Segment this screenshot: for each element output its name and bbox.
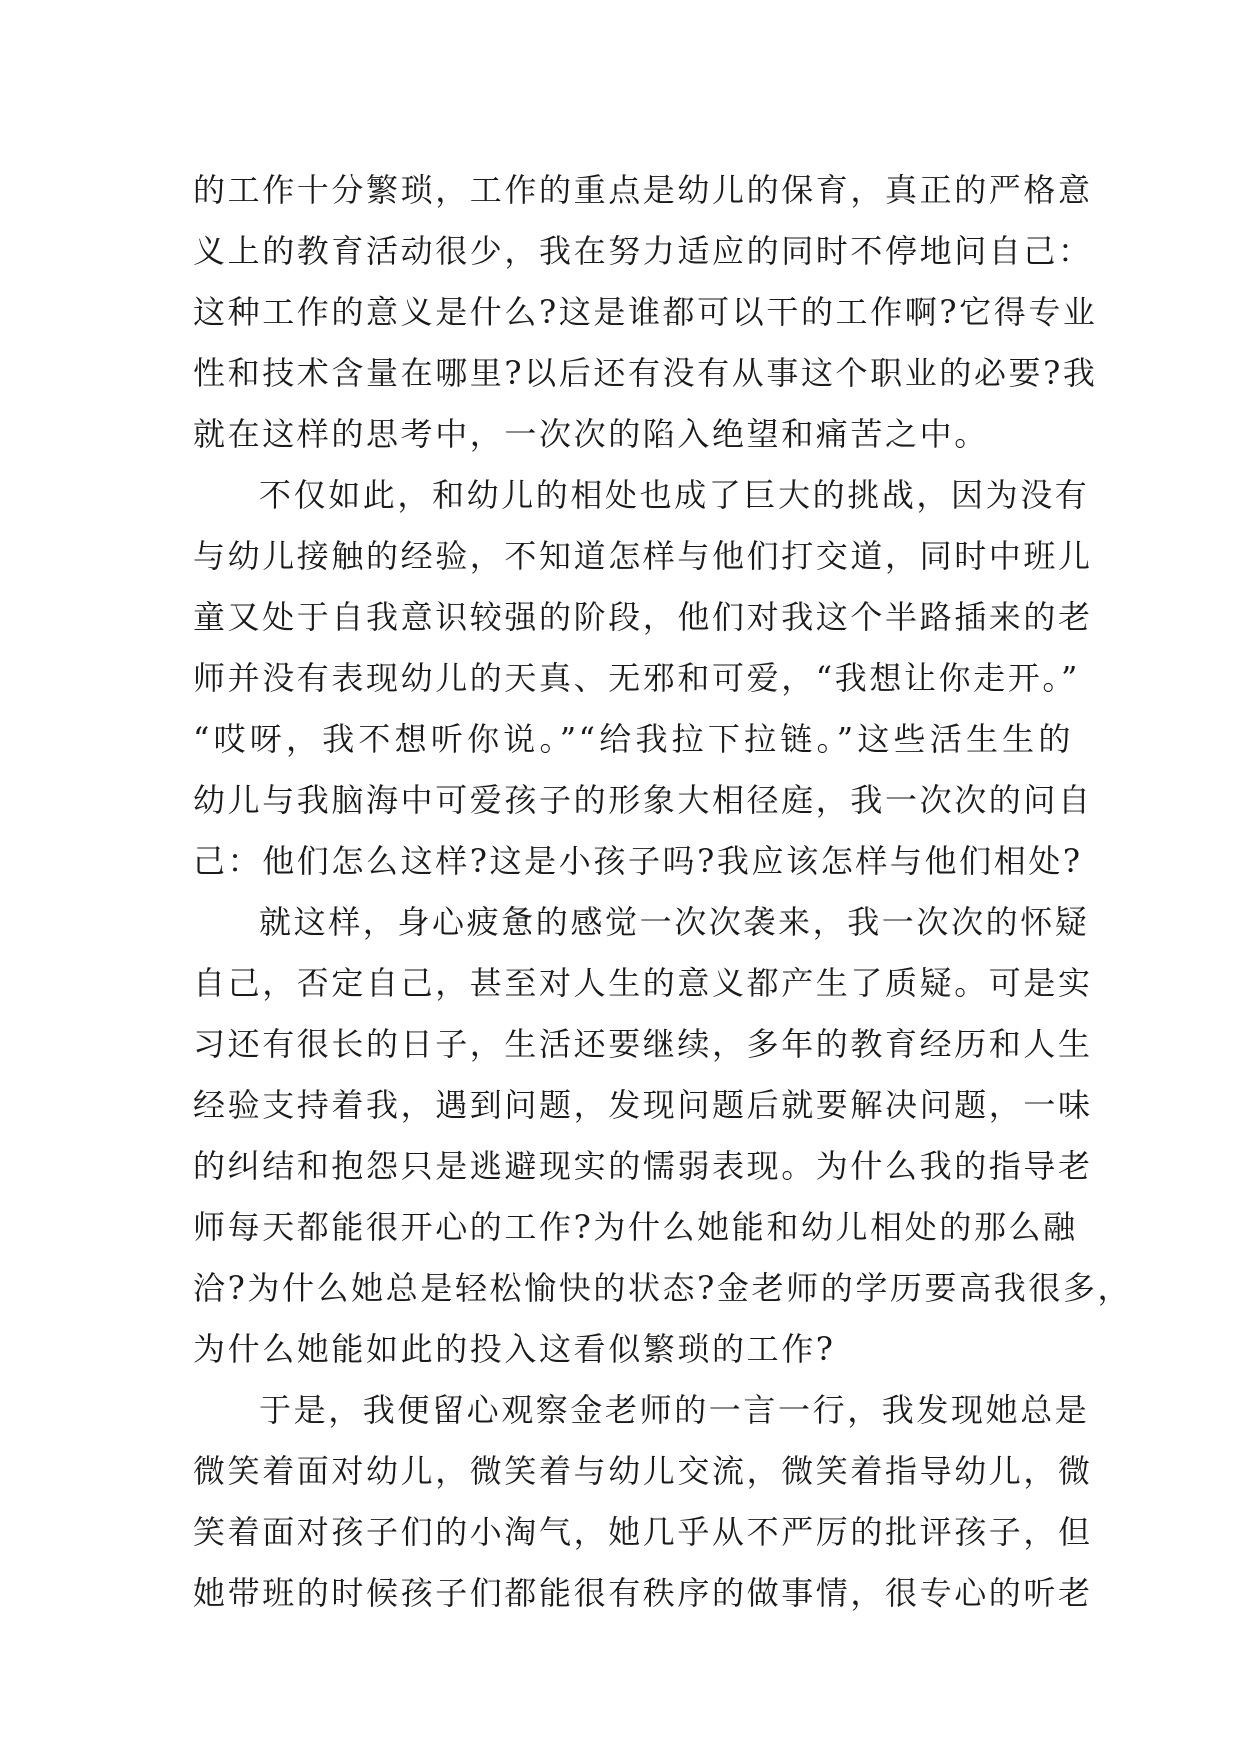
text-line: 她带班的时候孩子们都能很有秩序的做事情，很专心的听老	[193, 1574, 1093, 1612]
paragraph-first-line: 就这样，身心疲惫的感觉一次次袭来，我一次次的怀疑	[259, 903, 1090, 941]
text-line: 为什么她能如此的投入这看似繁琐的工作?	[193, 1330, 836, 1368]
text-line: 的纠结和抱怨只是逃避现实的懦弱表现。为什么我的指导老	[193, 1147, 1093, 1185]
text-line: “哎呀，我不想听你说。”“给我拉下拉链。”这些活生生的	[193, 720, 1073, 758]
text-line: 义上的教育活动很少，我在努力适应的同时不停地问自己：	[193, 232, 1093, 270]
text-line: 己：他们怎么这样?这是小孩子吗?我应该怎样与他们相处?	[193, 842, 1083, 880]
text-line: 就在这样的思考中，一次次的陷入绝望和痛苦之中。	[193, 415, 989, 453]
text-line: 童又处于自我意识较强的阶段，他们对我这个半路插来的老	[193, 598, 1093, 636]
text-line: 习还有很长的日子，生活还要继续，多年的教育经历和人生	[193, 1025, 1093, 1063]
text-line: 经验支持着我，遇到问题，发现问题后就要解决问题，一味	[193, 1086, 1093, 1124]
text-line: 幼儿与我脑海中可爱孩子的形象大相径庭，我一次次的问自	[193, 781, 1093, 819]
text-line: 师并没有表现幼儿的天真、无邪和可爱，“我想让你走开。”	[193, 659, 1080, 697]
text-line: 与幼儿接触的经验，不知道怎样与他们打交道，同时中班儿	[193, 537, 1093, 575]
text-line: 笑着面对孩子们的小淘气，她几乎从不严厉的批评孩子，但	[193, 1513, 1093, 1551]
text-line: 师每天都能很开心的工作?为什么她能和幼儿相处的那么融	[193, 1208, 1078, 1246]
body-text	[193, 160, 1133, 1624]
text-line: 自己，否定自己，甚至对人生的意义都产生了质疑。可是实	[193, 964, 1093, 1002]
text-line: 洽?为什么她总是轻松愉快的状态?金老师的学历要高我很多，	[193, 1269, 1133, 1307]
paragraph-first-line: 于是，我便留心观察金老师的一言一行，我发现她总是	[259, 1391, 1090, 1429]
paragraph-first-line: 不仅如此，和幼儿的相处也成了巨大的挑战，因为没有	[259, 476, 1090, 514]
text-line: 的工作十分繁琐，工作的重点是幼儿的保育，真正的严格意	[193, 171, 1093, 209]
text-line: 这种工作的意义是什么?这是谁都可以干的工作啊?它得专业	[193, 293, 1098, 331]
text-line: 性和技术含量在哪里?以后还有没有从事这个职业的必要?我	[193, 354, 1098, 392]
text-line: 微笑着面对幼儿，微笑着与幼儿交流，微笑着指导幼儿，微	[193, 1452, 1093, 1490]
